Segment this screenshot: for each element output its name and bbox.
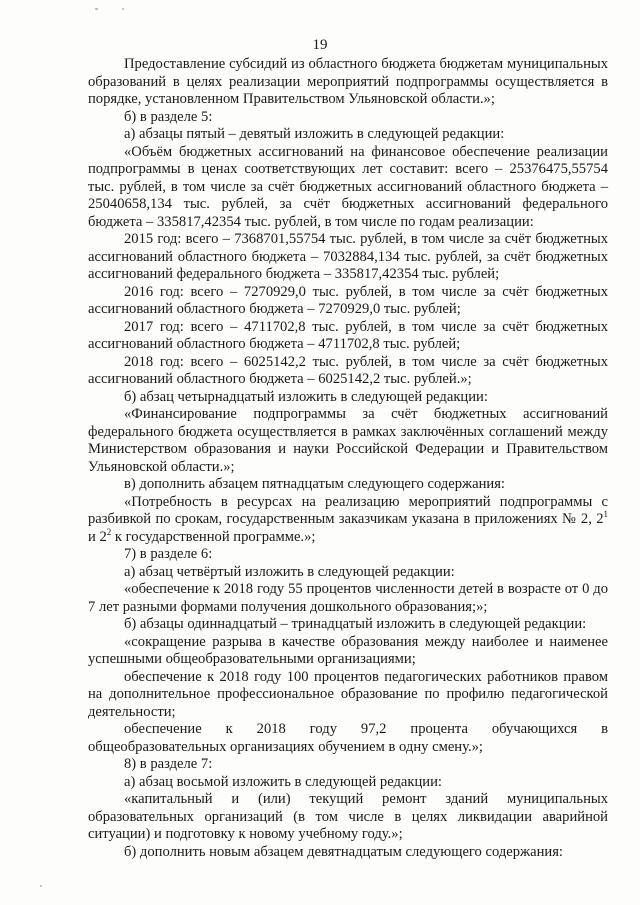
paragraph [88,284,608,319]
paragraph-text: и 2 [88,528,107,545]
paragraph-text: а) абзац четвёртый изложить в следующей редакции: [124,563,455,580]
paragraph-text: «Объём бюджетных ассигнований на финансовое обеспечение реализации подпрограммы в ценах соответствующих лет составит: всего – 25376475,55754 тыс. рублей, в том числе за счёт бюджетных ассигнований областного бюджета – 25040658,134 тыс. рублей, за счёт бюджетных ассигнований федерального бюджета – 335817,42354 тыс. рублей, в том числе по годам реализации: [88,143,608,230]
paragraph [88,389,608,407]
paragraph [88,109,608,127]
paragraph-text: 7) в разделе 6: [124,546,213,562]
paragraph-text: Предоставление субсидий из областного бюджета бюджетам муниципальных образований в целях реализации мероприятий подпрограммы осуществляется в порядке, установленном Правительством Ульяновской области.»; [88,56,608,107]
page-number: 19 [312,37,328,53]
paragraph-text: «Потребность в ресурсах на реализацию мероприятий подпрограммы с разбивкой по срокам, государственным заказчикам указана в приложениях № 2, 2 [88,493,608,527]
paragraph-text: б) в разделе 5: [124,108,213,125]
paragraph [88,581,608,616]
paragraph [88,126,608,144]
paragraph-text: в) дополнить абзацем пятнадцатым следующего содержания: [124,476,505,492]
paragraph [88,231,608,284]
paragraph [88,494,608,547]
paragraph-text: 2018 год: всего – 6025142,2 тыс. рублей, в том числе за счёт бюджетных ассигнований областного бюджета – 6025142,2 тыс. рублей.»; [88,353,608,387]
paragraph [88,669,608,722]
paragraph-text: к государственной программе.»; [111,528,316,545]
paragraph-text: а) абзац восьмой изложить в следующей редакции: [124,773,442,790]
paragraph-text: б) абзац четырнадцатый изложить в следующей редакции: [124,388,488,405]
paragraph-text: обеспечение к 2018 году 97,2 процента обучающихся в общеобразовательных организациях обучением в одну смену.»; [88,721,608,755]
superscript: 2 [106,526,112,537]
paragraph-text: «обеспечение к 2018 году 55 процентов численности детей в возрасте от 0 до 7 лет разными формами получения дошкольного образования;»; [88,581,608,615]
paragraph [88,616,608,634]
paragraph-text: «Финансирование подпрограммы за счёт бюджетных ассигнований федерального бюджета осуществляется в рамках заключённых соглашений между Министерством образования и науки Российской Федерации и Правительством Ульяновской области.»; [88,406,608,475]
paragraph-text: 8) в разделе 7: [124,756,213,772]
paragraph [88,774,608,792]
paragraph [88,56,608,109]
paragraph [88,354,608,389]
paragraph [88,721,608,756]
paragraph-text: «капитальный и (или) текущий ремонт зданий муниципальных образовательных организаций (в том числе в целях ликвидации аварийной ситуации) и подготовку к новому учебному году.»; [88,791,608,842]
paragraph [88,144,608,232]
paragraph-text: а) абзацы пятый – девятый изложить в следующей редакции: [124,126,505,142]
paragraph [88,844,608,862]
paragraph-text: 2016 год: всего – 7270929,0 тыс. рублей, в том числе за счёт бюджетных ассигнований областного бюджета – 7270929,0 тыс. рублей; [88,283,608,317]
paragraph [88,406,608,476]
paragraph [88,476,608,494]
scan-speck [122,8,124,10]
superscript: 1 [603,509,608,520]
paragraph [88,546,608,564]
scan-speck [40,885,42,887]
paragraph-text: 2015 год: всего – 7368701,55754 тыс. рублей, в том числе за счёт бюджетных ассигнований областного бюджета – 7032884,134 тыс. рублей, за счёт бюджетных ассигнований федерального бюджета – 335817,42354 тыс. рублей; [88,231,608,282]
paragraph [88,791,608,844]
paragraph-text: б) абзацы одиннадцатый – тринадцатый изложить в следующей редакции: [124,616,587,632]
paragraph [88,564,608,582]
scan-speck [95,8,98,10]
paragraph-text: «сокращение разрыва в качестве образования между наиболее и наименее успешными общеобразовательными организациями; [88,633,608,667]
paragraph-text: б) дополнить новым абзацем девятнадцатым следующего содержания: [124,843,563,860]
paragraph-text: обеспечение к 2018 году 100 процентов педагогических работников правом на дополнительное профессиональное образование по профилю педагогической деятельности; [88,668,608,720]
paragraph-text: 2017 год: всего – 4711702,8 тыс. рублей, в том числе за счёт бюджетных ассигнований областного бюджета – 4711702,8 тыс. рублей; [88,318,608,352]
paragraph [88,634,608,669]
paragraph [88,319,608,354]
paragraph [88,756,608,774]
document-body [88,56,608,861]
